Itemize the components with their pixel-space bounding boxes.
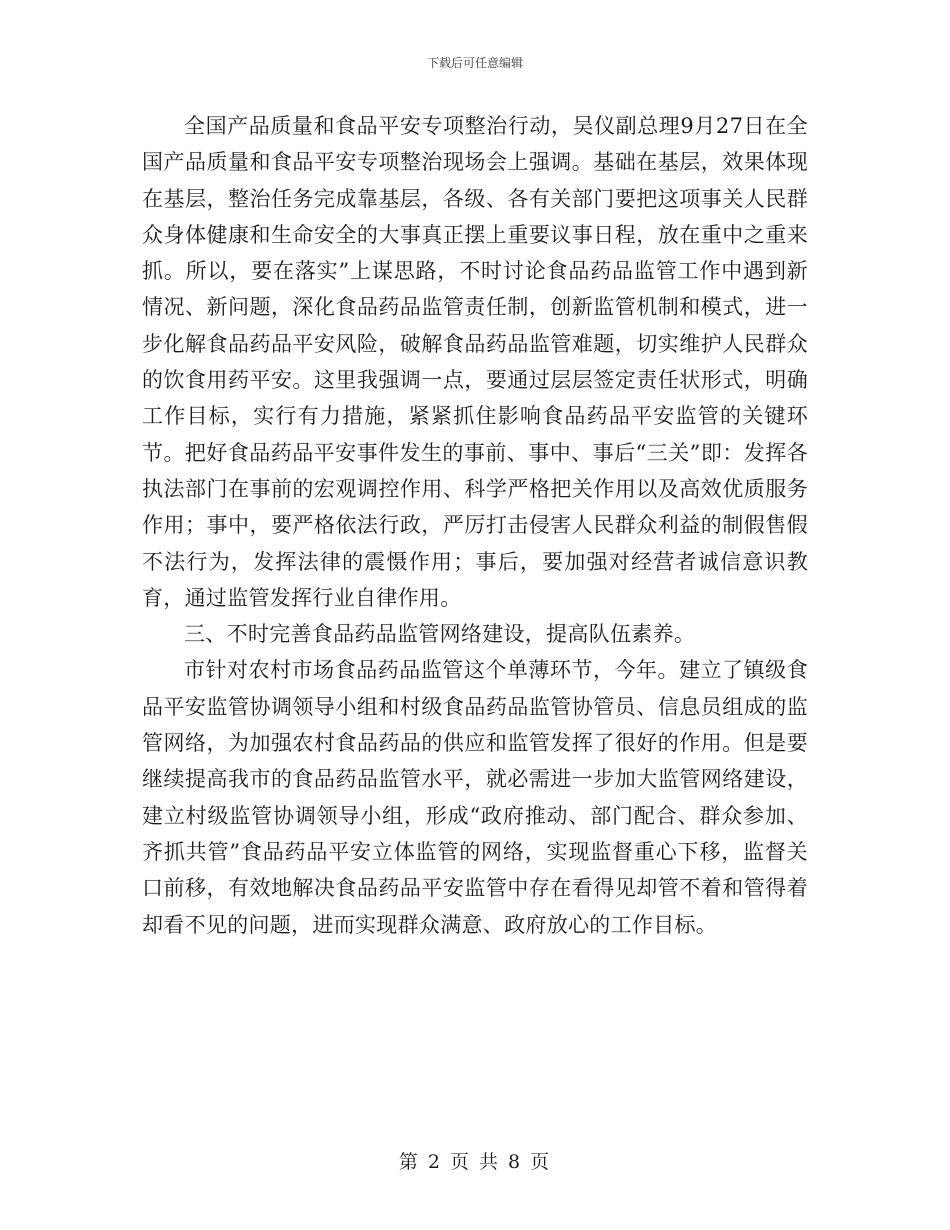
body-paragraph-2: 市针对农村市场食品药品监管这个单薄环节，今年。建立了镇级食品平安监管协调领导小组和村级食品药品监管协管员、信息员组成的监管网络，为加强农村食品药品的供应和监管发挥了很好的作用。但是要继续提高我市的食品药品监管水平，就必需进一步加大监管网络建设，建立村级监管协调领导小组，形成“政府推动、部门配合、群众参加、齐抓共管”食品药品平安立体监管的网络，实现监督重心下移，监督关口前移，有效地解决食品药品平安监管中存在看得见却管不着和管得着却看不见的问题，进而实现群众满意、政府放心的工作目标。 [142, 658, 808, 937]
page-number-footer: 第 2 页 共 8 页 [398, 1151, 552, 1173]
document-body [142, 108, 808, 943]
page-header-note: 下载后可任意编辑 [426, 56, 523, 70]
section-heading-3: 三、不时完善食品药品监管网络建设，提高队伍素养。 [184, 622, 696, 647]
body-paragraph-1: 全国产品质量和食品平安专项整治行动，吴仪副总理9月27日在全国产品质量和食品平安专项整治现场会上强调。基础在基层，效果体现在基层，整治任务完成靠基层，各级、各有关部门要把这项事关人民群众身体健康和生命安全的大事真正摆上重要议事日程，放在重中之重来抓。所以，要在落实”上谋思路，不时讨论食品药品监管工作中遇到新情况、新问题，深化食品药品监管责任制，创新监管机制和模式，进一步化解食品药品平安风险，破解食品药品监管难题，切实维护人民群众的饮食用药平安。这里我强调一点，要通过层层签定责任状形式，明确工作目标，实行有力措施，紧紧抓住影响食品药品平安监管的关键环节。把好食品药品平安事件发生的事前、事中、事后“三关”即：发挥各执法部门在事前的宏观调控作用、科学严格把关作用以及高效优质服务作用；事中，要严格依法行政，严厉打击侵害人民群众利益的制假售假不法行为，发挥法律的震慑作用；事后，要加强对经营者诚信意识教育，通过监管发挥行业自律作用。 [142, 114, 808, 610]
